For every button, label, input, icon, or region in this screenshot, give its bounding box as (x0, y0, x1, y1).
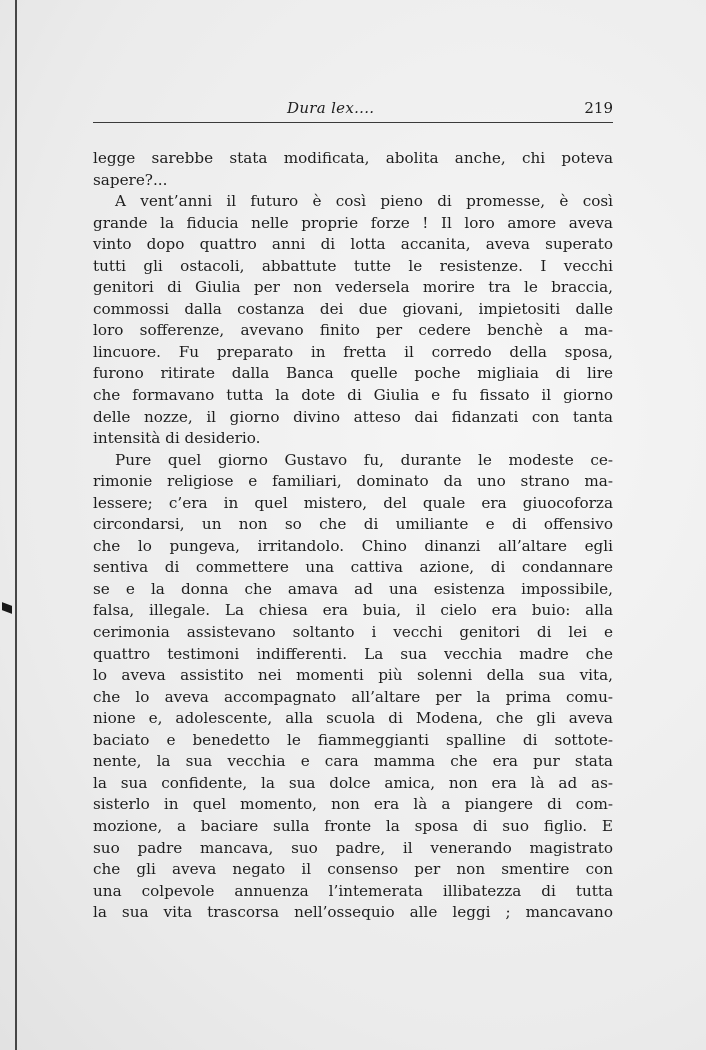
text-line: nente, la sua vecchia e cara mamma che era pur stata (93, 752, 613, 771)
page-spine-edge (15, 0, 17, 1050)
text-line: una colpevole annuenza l’intemerata illibatezza di tutta (93, 881, 613, 900)
body-text (93, 148, 613, 924)
text-line: Pure quel giorno Gustavo fu, durante le modeste ce- (115, 450, 613, 469)
text-line: se e la donna che amava ad una esistenza impossibile, (93, 579, 613, 598)
text-line: lessere; c’era in quel mistero, del quale era giuocoforza (93, 493, 613, 512)
text-line: vinto dopo quattro anni di lotta accanita, aveva superato (93, 235, 613, 254)
text-line: lincuore. Fu preparato in fretta il corredo della sposa, (93, 342, 613, 361)
text-line: sentiva di commettere una cattiva azione, di condannare (93, 558, 613, 577)
text-line: falsa, illegale. La chiesa era buia, il cielo era buio: alla (93, 601, 613, 620)
text-line: delle nozze, il giorno divino atteso dai fidanzati con tanta (93, 407, 613, 426)
text-line: loro sofferenze, avevano finito per cedere benchè a ma- (93, 321, 613, 340)
page-number: 219 (584, 99, 613, 117)
text-line: la sua vita trascorsa nell’ossequio alle leggi ; mancavano (93, 903, 613, 922)
text-line: circondarsi, un non so che di umiliante e di offensivo (93, 515, 613, 534)
text-line: legge sarebbe stata modificata, abolita anche, chi poteva (93, 149, 613, 167)
text-line: cerimonia assistevano soltanto i vecchi genitori di lei e (93, 623, 613, 642)
text-line: tutti gli ostacoli, abbattute tutte le resistenze. I vecchi (93, 256, 613, 275)
text-line: mozione, a baciare sulla fronte la sposa di suo figlio. E (93, 816, 613, 835)
text-line: la sua confidente, la sua dolce amica, non era là ad as- (93, 773, 613, 792)
text-line: grande la fiducia nelle proprie forze ! Il loro amore aveva (93, 213, 613, 232)
text-line: lo aveva assistito nei momenti più solenni della sua vita, (93, 666, 613, 685)
header-rule (93, 122, 613, 123)
text-line: baciato e benedetto le fiammeggianti spalline di sottote- (93, 730, 613, 749)
text-line: commossi dalla costanza dei due giovani, impietositi dalle (93, 299, 613, 318)
text-line: che formavano tutta la dote di Giulia e fu fissato il giorno (93, 386, 613, 405)
text-line: che lo pungeva, irritandolo. Chino dinanzi all’altare egli (93, 536, 613, 555)
text-line: sapere?... (93, 170, 168, 189)
text-line: quattro testimoni indifferenti. La sua vecchia madre che (93, 644, 613, 663)
running-head (93, 99, 613, 121)
text-line: che gli aveva negato il consenso per non smentire con (93, 860, 613, 879)
text-line: nione e, adolescente, alla scuola di Modena, che gli aveva (93, 709, 613, 728)
text-line: suo padre mancava, suo padre, il venerando magistrato (93, 838, 613, 857)
margin-mark (2, 602, 12, 614)
text-line: rimonie religiose e familiari, dominato da uno strano ma- (93, 472, 613, 491)
text-line: genitori di Giulia per non vedersela morire tra le braccia, (93, 278, 613, 297)
text-line: sisterlo in quel momento, non era là a piangere di com- (93, 795, 613, 814)
text-line: A vent’anni il futuro è così pieno di promesse, è così (115, 192, 613, 211)
text-line: furono ritirate dalla Banca quelle poche migliaia di lire (93, 364, 613, 383)
text-line: intensità di desiderio. (93, 429, 261, 448)
text-line: che lo aveva accompagnato all’altare per la prima comu- (93, 687, 613, 706)
running-title: Dura lex.... (287, 99, 375, 117)
